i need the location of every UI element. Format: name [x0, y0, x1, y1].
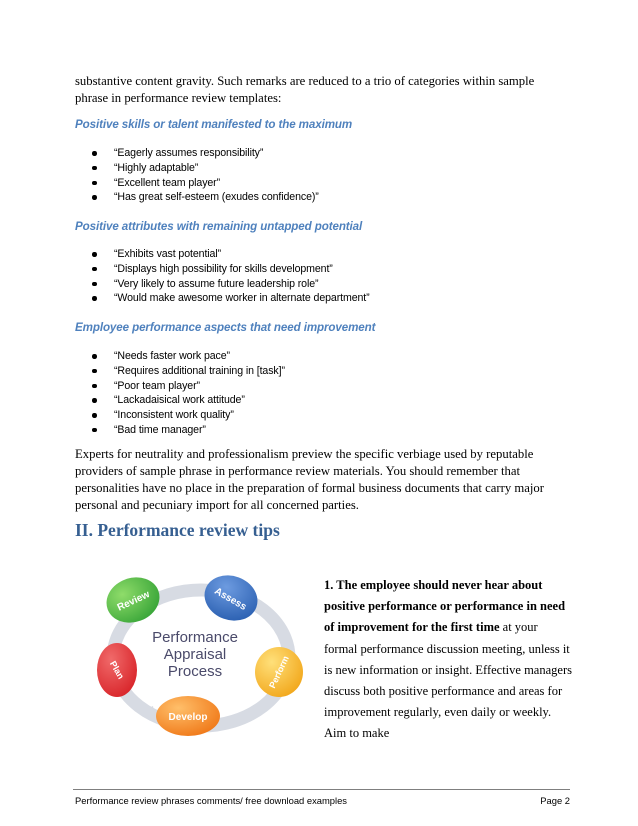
- tip-1-lead: 1. The employee should never hear about positive performance or performance in need of improvement for the first time: [324, 578, 566, 635]
- bullet-icon: [92, 428, 97, 433]
- intro-paragraph: substantive content gravity. Such remarks are reduced to a trio of categories within sample phrase in performance review templates:: [75, 74, 535, 105]
- footer-title: Performance review phrases comments/ free download examples: [75, 795, 347, 806]
- category-heading-strengths: Positive skills or talent manifested to the maximum: [75, 118, 353, 131]
- bullet-icon: [92, 181, 97, 186]
- list-item: “Exhibits vast potential”: [75, 247, 370, 262]
- stage-plan: [97, 643, 137, 697]
- list-item: “Displays high possibility for skills development”: [75, 262, 370, 277]
- tip-1-paragraph: [324, 575, 574, 745]
- list-item: “Eagerly assumes responsibility”: [75, 146, 319, 161]
- list-item: “Bad time manager”: [75, 423, 285, 438]
- list-item: “Highly adaptable”: [75, 161, 319, 176]
- category-heading-improvement: Employee performance aspects that need improvement: [75, 321, 376, 334]
- stage-perform: [255, 647, 303, 697]
- bullet-icon: [92, 384, 97, 389]
- closing-paragraph: Experts for neutrality and professionalism preview the specific verbiage used by reputable providers of sample phrase in performance review materials. You should remember that personalities have no place in the preparation of formal business documents that carry major personal and pecuniary import for all concerned parties.: [75, 447, 544, 512]
- bullet-icon: [92, 282, 97, 287]
- bullet-icon: [92, 354, 97, 359]
- list-item: “Excellent team player”: [75, 176, 319, 191]
- bullet-icon: [92, 398, 97, 403]
- list-item: “Poor team player”: [75, 379, 285, 394]
- footer-divider: [73, 789, 570, 790]
- svg-text:Perform: Perform: [267, 654, 291, 690]
- tip-1-body: at your formal performance discussion meeting, unless it is new information or insight. Effective managers discuss both positive performance and areas for improvement regularly, even daily or weekly. Aim to make: [324, 620, 572, 741]
- bullet-icon: [92, 252, 97, 257]
- list-item: “Inconsistent work quality”: [75, 408, 285, 423]
- list-item: “Very likely to assume future leadership role”: [75, 277, 370, 292]
- bullet-icon: [92, 413, 97, 418]
- list-item: “Has great self-esteem (exudes confidence)”: [75, 190, 319, 205]
- svg-text:Assess: Assess: [212, 585, 249, 613]
- bullet-icon: [92, 151, 97, 156]
- svg-text:Plan: Plan: [107, 659, 127, 681]
- svg-text:Develop: Develop: [168, 712, 208, 723]
- page-number: Page 2: [540, 795, 570, 806]
- diagram-title-line-3: Process: [167, 663, 223, 680]
- stage-review: [100, 570, 166, 630]
- bullet-icon: [92, 195, 97, 200]
- list-item: “Requires additional training in [task]”: [75, 364, 285, 379]
- diagram-title-line-2: Appraisal: [163, 646, 227, 663]
- diagram-title-line-1: Performance: [152, 629, 238, 646]
- stage-assess: [198, 568, 264, 628]
- bullet-icon: [92, 369, 97, 374]
- list-item: “Needs faster work pace”: [75, 349, 285, 364]
- potential-list: [75, 247, 370, 306]
- list-item: “Lackadaisical work attitude”: [75, 393, 285, 408]
- performance-appraisal-diagram: [95, 566, 307, 741]
- bullet-icon: [92, 166, 97, 171]
- svg-text:Review: Review: [115, 589, 152, 614]
- stage-develop: [156, 696, 220, 736]
- strengths-list: [75, 146, 319, 205]
- bullet-icon: [92, 296, 97, 301]
- list-item: “Would make awesome worker in alternate department”: [75, 291, 370, 306]
- improvement-list: [75, 349, 285, 438]
- section-heading: II. Performance review tips: [75, 520, 280, 540]
- bullet-icon: [92, 267, 97, 272]
- category-heading-potential: Positive attributes with remaining untapped potential: [75, 220, 363, 233]
